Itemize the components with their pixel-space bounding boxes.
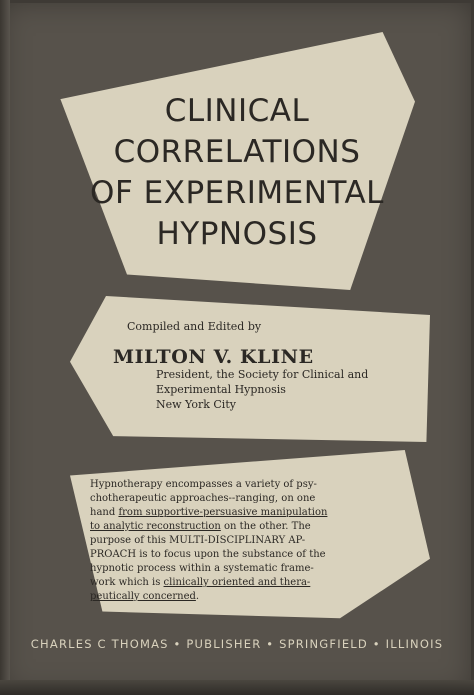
blurb-underlined-text: clinically oriented and thera-: [163, 577, 311, 588]
author-name: MILTON V. KLINE: [113, 346, 314, 368]
blurb-underlined-text: to analytic reconstruction: [90, 521, 221, 532]
affiliation-line-2: Experimental Hypnosis: [156, 383, 286, 396]
blurb-line-8: [90, 576, 378, 590]
blurb-line-4: [90, 520, 378, 534]
blurb-text: on the other. The: [220, 521, 311, 532]
blurb-text: hand: [90, 507, 119, 518]
blurb-line-5: purpose of this MULTI-DISCIPLINARY AP-: [90, 535, 306, 546]
blurb-line-2: chotherapeutic approaches--ranging, on one: [90, 493, 316, 504]
title-line-3: OF EXPERIMENTAL: [90, 175, 384, 211]
publisher-line: CHARLES C THOMAS • PUBLISHER • SPRINGFIELD • ILLINOIS: [30, 637, 444, 651]
blurb-line-7: hypnotic process within a systematic frame-: [90, 563, 314, 574]
blurb-text: work which is: [90, 577, 164, 588]
blurb-line-9: [90, 590, 378, 604]
blurb-line-6: PROACH is to focus upon the substance of the: [90, 549, 326, 560]
affiliation-line-3: New York City: [156, 398, 236, 411]
title-line-4: HYPNOSIS: [156, 216, 318, 252]
blurb-underlined-text: peutically concerned: [90, 591, 196, 602]
blurb-text: .: [195, 591, 200, 602]
title-line-1: CLINICAL: [164, 93, 310, 129]
blurb-line-3: [90, 506, 378, 520]
bottom-edge: [0, 680, 474, 695]
blurb-underlined-text: from supportive-persuasive manipulation: [118, 507, 328, 518]
affiliation-line-1: President, the Society for Clinical and: [156, 368, 369, 381]
blurb-line-1: Hypnotherapy encompasses a variety of psy-: [90, 479, 317, 490]
compiled-label: Compiled and Edited by: [127, 320, 262, 333]
title-line-2: CORRELATIONS: [113, 134, 361, 170]
